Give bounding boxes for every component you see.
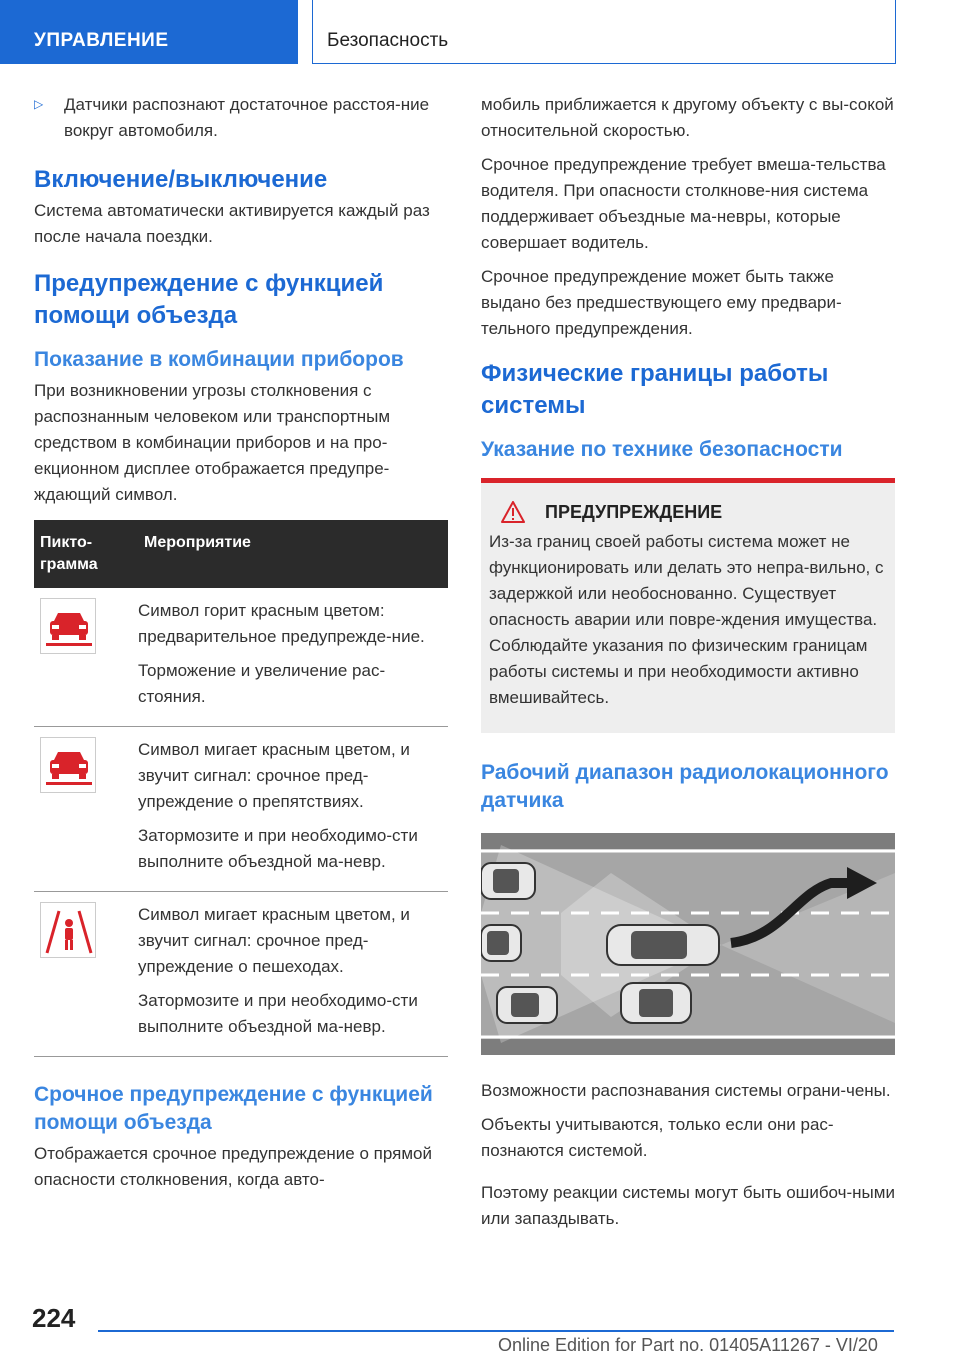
car-left-middle bbox=[481, 925, 521, 961]
paragraph-reactions: Поэтому реакции системы могут быть ошибоч-ными или запаздывать. bbox=[481, 1183, 895, 1228]
bullet-text: Датчики распознают достаточное расстоя-ние вокруг автомобиля. bbox=[64, 95, 430, 140]
paragraph-objects-considered: Объекты учитываются, только если они рас-познаются системой. bbox=[481, 1115, 834, 1160]
warning-text: Из-за границ своей работы система может не функционировать или делать это непра-вильно, с задержкой или необоснованно. Существует опасность аварии или повре-ждения имущества. Соблюдайте указания по физическим границам работы системы и при необходимости активно вмешивайтесь. bbox=[489, 532, 884, 707]
paragraph-on-off: Система автоматически активируется каждый раз после начала поездки. bbox=[34, 201, 430, 246]
row-text-secondary: Затормозите и при необходимо-сти выполните объездной ма-невр. bbox=[138, 991, 418, 1036]
heading-safety-note: Указание по технике безопасности bbox=[481, 438, 843, 461]
paragraph-no-prewarning: Срочное предупреждение может быть также выдано без предшествующего ему предвари-тельного предупреждения. bbox=[481, 267, 842, 338]
table-header-pictogram: Пикто-грамма bbox=[34, 520, 138, 588]
paragraph-continued: мобиль приближается к другому объекту с вы-сокой относительной скоростью. bbox=[481, 95, 894, 140]
paragraph-instrument-display: При возникновении угрозы столкновения с распознанным человеком или транспортным средством в комбинации приборов и на про-екционном дисплее отображается предупре-ждающий символ. bbox=[34, 381, 391, 504]
heading-system-limits: Физические границы работы системы bbox=[481, 360, 829, 419]
page-number: 224 bbox=[32, 1303, 76, 1333]
paragraph-driver-intervention: Срочное предупреждение требует вмеша-тельства водителя. При опасности столкнове-ния система поддерживает объездные ма-невры, которые совершает водитель. bbox=[481, 155, 886, 252]
chapter-header: Безопасность bbox=[312, 0, 896, 64]
row-text-primary: Символ мигает красным цветом, и звучит сигнал: срочное пред-упреждение о пешеходах. bbox=[138, 905, 410, 976]
warning-box bbox=[481, 478, 895, 733]
right-column bbox=[481, 92, 895, 1240]
table-row bbox=[34, 727, 448, 892]
left-column bbox=[34, 92, 448, 1201]
row-text-secondary: Торможение и увеличение рас-стояния. bbox=[138, 661, 386, 706]
heading-on-off: Включение/выключение bbox=[34, 166, 328, 193]
heading-urgent-warning: Срочное предупреждение с функцией помощи объезда bbox=[34, 1083, 433, 1134]
heading-warning-assist: Предупреждение с функцией помощи объезда bbox=[34, 270, 384, 329]
car-front-bottom bbox=[621, 983, 691, 1023]
car-left-top bbox=[481, 863, 535, 899]
footer-edition: Online Edition for Part no. 01405A11267 - VI/20 bbox=[498, 1335, 878, 1355]
table-header-action: Мероприятие bbox=[138, 520, 448, 588]
car-warning-icon bbox=[40, 598, 96, 654]
bullet-item bbox=[34, 92, 448, 144]
radar-range-illustration bbox=[481, 833, 895, 1055]
row-text-primary: Символ мигает красным цветом, и звучит сигнал: срочное пред-упреждение о препятствиях. bbox=[138, 740, 410, 811]
row-text-primary: Символ горит красным цветом: предварительное предупрежде-ние. bbox=[138, 601, 425, 646]
paragraph-urgent-warning: Отображается срочное предупреждение о прямой опасности столкновения, когда авто- bbox=[34, 1144, 432, 1189]
warning-title: ПРЕДУПРЕЖДЕНИЕ bbox=[545, 501, 723, 522]
table-row bbox=[34, 588, 448, 727]
section-header: УПРАВЛЕНИЕ bbox=[0, 0, 298, 64]
car-warning-icon bbox=[40, 737, 96, 793]
symbol-table bbox=[34, 520, 448, 1057]
footer-divider bbox=[98, 1330, 894, 1332]
car-left-bottom bbox=[497, 987, 557, 1023]
paragraph-recognition-limited: Возможности распознавания системы ограни-чены. bbox=[481, 1081, 891, 1100]
table-row bbox=[34, 892, 448, 1057]
heading-radar-range: Рабочий диапазон радиолокационного датчика bbox=[481, 761, 889, 812]
pedestrian-warning-icon bbox=[40, 902, 96, 958]
own-car bbox=[607, 925, 719, 965]
warning-triangle-icon bbox=[501, 501, 525, 523]
heading-instrument-display: Показание в комбинации приборов bbox=[34, 348, 404, 371]
row-text-secondary: Затормозите и при необходимо-сти выполните объездной ма-невр. bbox=[138, 826, 418, 871]
triangle-bullet-icon: ▷ bbox=[34, 97, 44, 111]
